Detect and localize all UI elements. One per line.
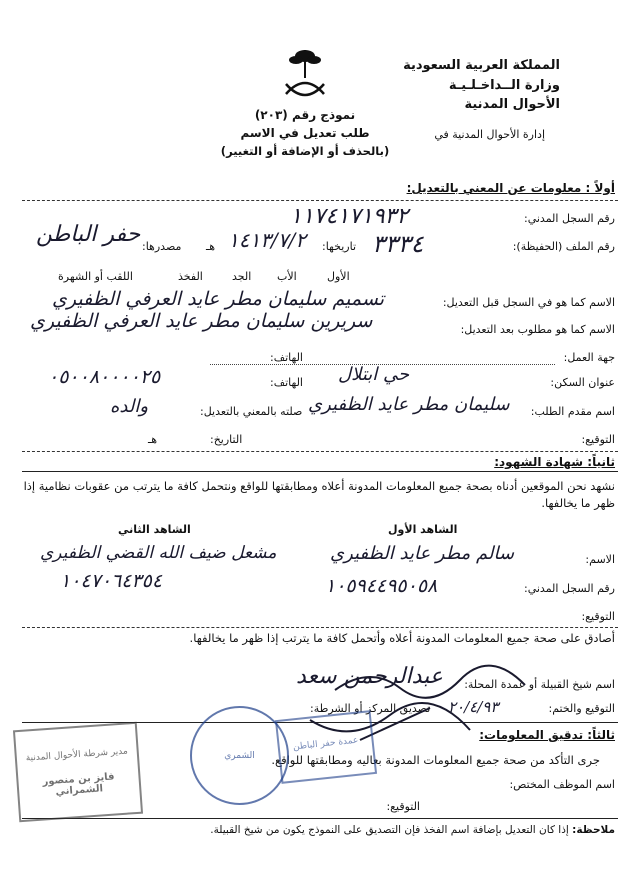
sheikh-name-value: عبدالرحمن سعد	[296, 664, 443, 689]
col-first: الأول	[327, 270, 350, 283]
name-before-value: تسميم سليمان مطر عايد العرفي الظفيري	[52, 288, 385, 310]
relation-value: والده	[110, 396, 149, 417]
ministry-name: وزارة الــداخـلـيـة	[448, 78, 560, 93]
witness-statement: نشهد نحن الموقعين أدناه بصحة جميع المعلومات المدونة أعلاه ومطابقتها للواقع ونتحمل كافة ما يترتب من عقوبات نظامية إذا ظهر ما يخالفها.	[23, 479, 615, 510]
phone2-label: الهاتف:	[270, 376, 303, 389]
officer-stamp-name: فايز بن منصور الشمراني	[42, 771, 115, 798]
section3-statement: جرى التأكد من صحة جميع المعلومات المدونة بعاليه ومطابقتها للواقع.	[271, 753, 600, 767]
source-value: حفر الباطن	[36, 222, 141, 247]
name-before-label: الاسم كما هو في السجل قبل التعديل:	[442, 296, 615, 309]
section1-title: أولاً : معلومات عن المعني بالتعديل:	[406, 181, 615, 195]
round-stamp-text: الشمري	[224, 750, 255, 761]
form-subtitle: (بالحذف أو الإضافة أو التغيير)	[220, 144, 390, 158]
sheikh-sign-label: التوقيع والختم:	[548, 702, 615, 715]
witness-name-label: الاسم:	[585, 553, 615, 566]
witness1-civil: ١٠٥٩٤٤٩٥٠٥٨	[325, 575, 438, 597]
section3-title: ثالثاً: تدقيق المعلومات:	[479, 728, 615, 742]
note	[22, 822, 615, 839]
sheikh-statement: أصادق على صحة جميع المعلومات المدونة أعلاه وأتحمل كافة ما يترتب إذا ظهر ما يخالفها.	[189, 631, 615, 645]
hijri-mark: هـ	[206, 240, 216, 253]
hijri-mark2: هـ	[148, 433, 158, 446]
witness-sign-label: التوقيع:	[581, 610, 615, 623]
sheikh-name-label: اسم شيخ القبيلة أو عمدة المحلة:	[464, 678, 615, 691]
name-after-label: الاسم كما هو مطلوب بعد التعديل:	[460, 323, 615, 336]
date2-label: التاريخ:	[210, 433, 243, 446]
col-father: الأب	[277, 270, 297, 283]
file-no-value: ٣٣٣٤	[372, 230, 424, 258]
note-text: إذا كان التعديل بإضافة اسم الفخذ فإن التصديق على النموذج يكون من شيخ القبيلة.	[210, 824, 569, 836]
date-value: ١٤١٣/٧/٢	[228, 228, 306, 252]
officer-stamp-org: مدير شرطة الأحوال المدنية	[25, 746, 129, 764]
date-label: تاريخها:	[322, 240, 357, 253]
mayor-stamp	[275, 710, 377, 784]
officer-sign-label: التوقيع:	[386, 800, 420, 813]
agency-name: الأحوال المدنية	[464, 97, 560, 112]
file-no-label: رقم الملف (الحفيظة):	[512, 240, 615, 253]
office-label: إدارة الأحوال المدنية في	[434, 128, 545, 141]
saudi-emblem	[274, 44, 336, 102]
witness2-title: الشاهد الثاني	[118, 523, 191, 536]
divider	[22, 200, 618, 201]
witness1-name: سالم مطر عايد الظفيري	[330, 543, 515, 564]
col-grandfather: الجد	[232, 270, 252, 283]
civil-no-label: رقم السجل المدني:	[523, 212, 615, 225]
form-number: نموذج رقم (٢٠٣)	[254, 108, 356, 122]
divider	[22, 451, 618, 452]
phone2-value: ٠٥٠٠٨٠٠٠٠٢٥	[48, 366, 161, 388]
witness1-title: الشاهد الأول	[388, 523, 458, 536]
form-title: طلب تعديل في الاسم	[240, 126, 370, 140]
kingdom-name: المملكة العربية السعودية	[403, 58, 560, 73]
mayor-stamp-text: عمدة حفر الباطن	[292, 735, 359, 753]
col-family: اللقب أو الشهرة	[58, 270, 133, 283]
witness2-civil: ١٠٤٧٠٦٤٣٥٤	[60, 570, 163, 592]
name-after-value: سريرين سليمان مطر عايد العرفي الظفيري	[30, 310, 373, 332]
address-label: عنوان السكن:	[550, 376, 615, 389]
address-value: حي ابتلال	[338, 364, 410, 385]
relation-label: صلته بالمعني بالتعديل:	[200, 405, 303, 418]
divider	[22, 818, 618, 819]
officer-label: اسم الموظف المختص:	[509, 778, 615, 791]
civil-no-value: ١١٧٤١٧١٩٣٢	[290, 204, 409, 229]
divider	[22, 471, 618, 472]
officer-stamp	[13, 722, 143, 822]
police-label: تصديق المركز أو الشرطة:	[310, 702, 431, 715]
phone-label: الهاتف:	[270, 351, 303, 364]
divider	[22, 627, 618, 628]
sheikh-sign-date: ٢٠/٤/٩٣	[448, 698, 499, 716]
applicant-label: اسم مقدم الطلب:	[530, 405, 615, 418]
section2-title: ثانياً: شهادة الشهود:	[494, 455, 615, 469]
note-label: ملاحظة:	[572, 824, 615, 836]
work-label: جهة العمل:	[563, 351, 615, 364]
signature-label: التوقيع:	[581, 433, 615, 446]
applicant-value: سليمان مطر عايد الظفيري	[308, 394, 510, 415]
source-label: مصدرها:	[142, 240, 182, 253]
col-clan: الفخذ	[178, 270, 203, 283]
witness2-name: مشعل ضيف الله القضي الظفيري	[40, 543, 277, 563]
witness-civil-label: رقم السجل المدني:	[523, 582, 615, 595]
